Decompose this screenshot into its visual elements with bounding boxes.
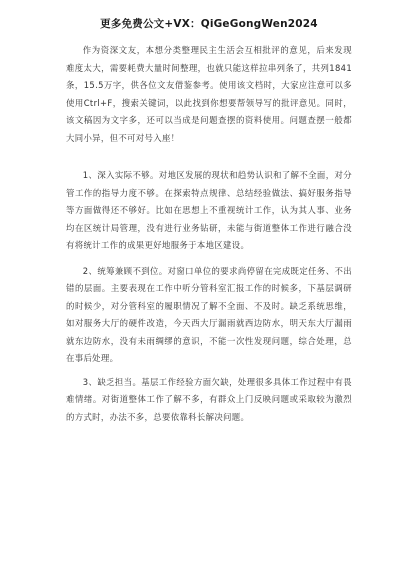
list-item: 2、统筹兼顾不到位。对窗口单位的要求尚停留在完成既定任务、不出错的层面。主要表现在工作中听分管科室汇报工作的时候多，下基层调研的时候少，对分管科室的履职情况了解不全面、不及时。缺乏系统思维，如对服务大厅的硬件改造，今天西大厅漏雨就西边防水，明天东大厅漏雨就东边防水，没有未雨绸缪的意识，不能一次性发现问题，综合处理，总在事后处理。 xyxy=(66,265,352,363)
page-header: 更多免费公文+VX：QiGeGongWen2024 xyxy=(100,18,318,30)
spacer xyxy=(66,255,352,263)
intro-paragraph: 作为资深文友，本想分类整理民主生活会互相批评的意见，后来发现难度太大，需要耗费大量时间整理，也就只能这样拉串列条了，共列1841条，15.5万字，供各位文友借鉴参考。使用该文档时，大家应注意可以多使用Ctrl+F，搜索关键词，以此找到你想要帮领导写的批评意见。同时，该文稿因为文字多，还可以当成是问题查摆的资料使用。问题查摆一般都大同小异，但不可对号入座！ xyxy=(66,45,352,143)
list-item: 1、深入实际不够。对地区发展的现状和趋势认识和了解不全面，对分管工作的指导力度不够。在探索特点规律、总结经验做法、搞好服务指导等方面做得还不够好。比如在思想上不重视统计工作，认为其人事、业务均在区统计局管理，没有进行业务钻研，未能与街道整体工作进行融合没有将统计工作的成果更好地服务于本地区建设。 xyxy=(66,170,352,250)
list-item: 3、缺乏担当。基层工作经验方面欠缺，处理很多具体工作过程中有畏难情绪。对街道整体工作了解不多，有群众上门反映问题或采取较为激烈的方式时，办法不多，总要依靠科长解决问题。 xyxy=(66,376,352,422)
spacer xyxy=(66,147,352,167)
